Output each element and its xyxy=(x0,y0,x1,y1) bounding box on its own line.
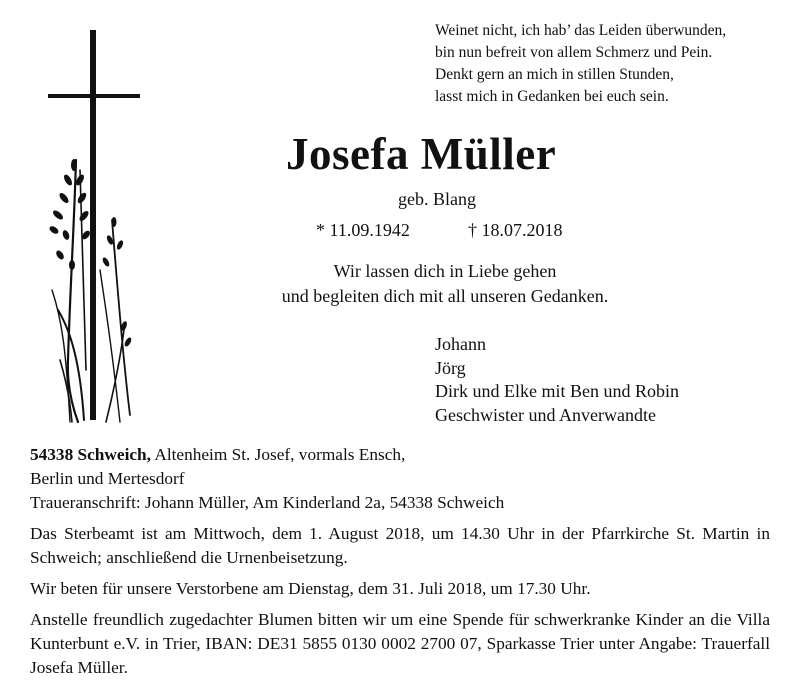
mourner: Dirk und Elke mit Ben und Robin xyxy=(435,381,679,401)
place-town: 54338 Schweich, xyxy=(30,445,151,464)
cross-with-grass-icon xyxy=(40,30,150,425)
place-description: Altenheim St. Josef, vormals Ensch, xyxy=(150,445,406,464)
mourner: Jörg xyxy=(435,357,466,378)
death-date: † 18.07.2018 xyxy=(468,220,563,240)
poem-line: bin nun befreit von allem Schmerz und Pein. xyxy=(435,44,713,61)
poem-line: lasst mich in Gedanken bei euch sein. xyxy=(435,88,669,105)
mourning-address: Traueranschrift: Johann Müller, Am Kinderland 2a, 54338 Schweich xyxy=(30,493,505,512)
birth-date: * 11.09.1942 xyxy=(316,220,410,240)
motto-line: Wir lassen dich in Liebe gehen xyxy=(333,261,557,281)
place-line xyxy=(30,443,770,467)
place-line-2: Berlin und Mertesdorf xyxy=(30,469,185,488)
requiem-info: Das Sterbeamt ist am Mittwoch, dem 1. August 2018, um 14.30 Uhr in der Pfarrkirche St. Martin in Schweich; anschließend die Urnenbeisetzung. xyxy=(30,524,770,567)
farewell-motto xyxy=(200,259,690,309)
memorial-poem xyxy=(435,20,785,108)
motto-line: und begleiten dich mit all unseren Gedanken. xyxy=(281,286,609,306)
poem-line: Denkt gern an mich in stillen Stunden, xyxy=(435,66,674,83)
funeral-details xyxy=(30,443,770,680)
maiden-name: geb. Blang xyxy=(398,189,476,209)
mourner: Johann xyxy=(435,334,486,354)
prayer-info: Wir beten für unsere Verstorbene am Dienstag, dem 31. Juli 2018, um 17.30 Uhr. xyxy=(30,579,591,598)
donation-info: Anstelle freundlich zugedachter Blumen bitten wir um eine Spende für schwerkranke Kinder an die Villa Kunterbunt e.V. in Trier, IBAN: DE31 5855 0130 0002 2700 07, Sparkasse Trier unter Angabe: Trauerfall Josefa Müller. xyxy=(30,610,770,677)
deceased-name: Josefa Müller xyxy=(286,129,557,179)
poem-line: Weinet nicht, ich hab’ das Leiden überwunden, xyxy=(435,22,727,39)
mourner: Geschwister und Anverwandte xyxy=(435,404,656,425)
mourners-list xyxy=(435,333,679,427)
